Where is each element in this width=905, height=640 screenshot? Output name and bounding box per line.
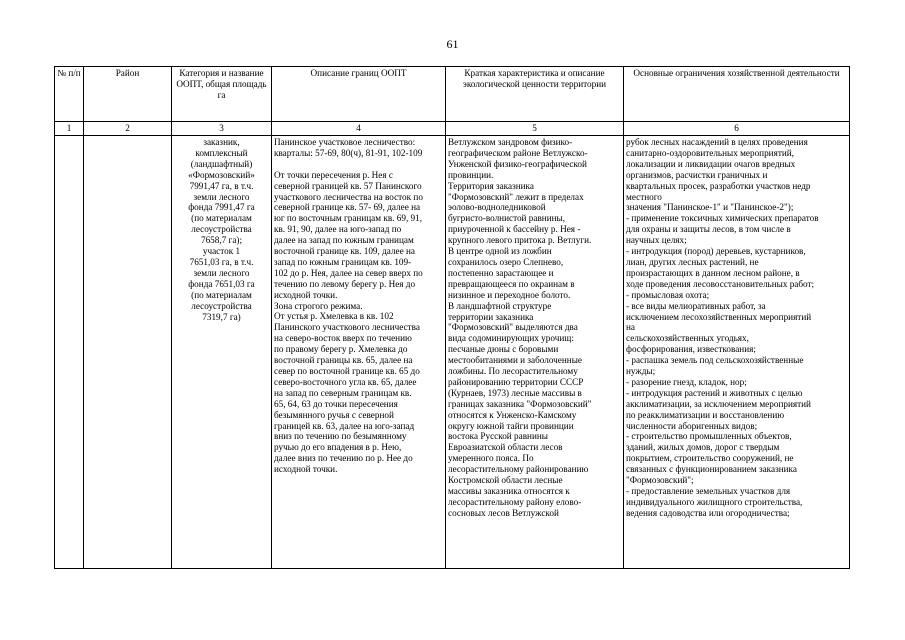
- text-line: эолово-водноледниковой: [448, 202, 546, 213]
- text-line: по правому берегу р. Хмелевка до: [274, 344, 408, 355]
- text-line: - интродукция растений и животных с целью: [626, 387, 803, 398]
- text-line: 102 до р. Нея, далее на север вверх по: [274, 267, 423, 278]
- text-line: - предоставление земельных участков для: [626, 486, 791, 496]
- text-line: комплексный: [195, 147, 248, 158]
- text-line: восточной границе кв. 109, далее на: [274, 246, 415, 257]
- text-line: - разорение гнезд, кладок, нор;: [626, 376, 747, 387]
- text-line: зданий, жилых домов, дорог с твердым: [626, 442, 780, 453]
- text-line: местообитаниями и заболоченные: [448, 355, 582, 366]
- text-line: безымянного ручья с северной: [274, 409, 394, 420]
- text-line: научных целях;: [626, 235, 687, 246]
- text-line: (по материалам: [191, 289, 252, 300]
- text-line: на: [626, 322, 635, 333]
- text-line: "Формозовский" выделяются два: [448, 322, 578, 333]
- text-line: Панинское участковое лесничество:: [274, 137, 416, 147]
- text-line: низинное и переходное болото.: [448, 289, 571, 300]
- text-line: "Формозовский" лежит в пределах: [448, 191, 584, 202]
- text-line: лесорастительному району елово-: [448, 496, 582, 507]
- text-line: исключением лесохозяйственных мероприятий: [626, 311, 812, 322]
- text-line: квартальных просек, разработки участков недр: [626, 180, 811, 191]
- text-line: на запад по северным границам кв.: [274, 387, 412, 398]
- text-line: ходе проведения лесовосстановительных работ;: [626, 278, 815, 289]
- text-line: - применение токсичных химических препаратов: [626, 213, 819, 224]
- text-line: численности аборигенных видов;: [626, 420, 758, 431]
- header-district: Район: [84, 67, 172, 122]
- boundary-lines: [274, 137, 443, 475]
- header-ecology: Краткая характеристика и описание экологической ценности территории: [446, 67, 624, 122]
- text-line: постепенно зарастающее и: [448, 267, 554, 278]
- column-number: 4: [272, 122, 446, 136]
- text-line: В центре одной из ложбин: [448, 246, 552, 257]
- text-line: далее вниз по течению по р. Нее до: [274, 453, 413, 464]
- text-line: нужды;: [626, 366, 656, 377]
- text-line: - интродукция (пород) деревьев, кустарников,: [626, 246, 806, 257]
- ecology-lines: [448, 137, 621, 519]
- text-line: индивидуального жилищного строительства,: [626, 496, 803, 507]
- column-number: 3: [172, 122, 272, 136]
- text-line: 7991,47 га, в т.ч.: [189, 180, 254, 191]
- text-line: исходной точки.: [274, 464, 338, 475]
- text-line: массивы заказника относятся к: [448, 486, 570, 496]
- text-line: кварталы: 57-69, 80(ч), 81-91, 102-109: [274, 147, 423, 158]
- text-line: Зона строгого режима.: [274, 300, 363, 311]
- header-category: Категория и название ООПТ, общая площадь га: [172, 67, 272, 122]
- text-line: далее на запад по южным границам: [274, 235, 414, 246]
- text-line: организмов, расчистки граничных и: [626, 169, 768, 180]
- text-line: [274, 159, 443, 170]
- text-line: бугристо-волнистой равнины,: [448, 213, 565, 224]
- text-line: фонда 7651,03 га: [188, 278, 255, 289]
- text-line: заказник,: [203, 137, 240, 147]
- text-line: (по материалам: [191, 213, 252, 224]
- text-line: крупного левого притока р. Ветлуги.: [448, 235, 592, 246]
- text-line: санитарно-оздоровительных мероприятий,: [626, 147, 794, 158]
- text-line: Евроазиатской области лесов: [448, 442, 563, 453]
- text-line: запад по южным границам кв. 109-: [274, 256, 412, 267]
- text-line: Унженской физико-географической: [448, 158, 587, 169]
- text-line: - строительство промышленных объектов,: [626, 431, 792, 442]
- text-line: округу южной тайги провинции: [448, 420, 574, 431]
- header-boundaries: Описание границ ООПТ: [272, 67, 446, 122]
- text-line: сосновых лесов Ветлужской: [448, 507, 559, 518]
- cell-boundaries: [272, 136, 446, 569]
- text-line: районированию территории СССР: [448, 376, 584, 387]
- text-line: значения "Панинское-1" и "Панинское-2");: [626, 202, 794, 213]
- text-line: северо-восточного угла кв. 65, далее: [274, 376, 417, 387]
- text-line: относятся к Унженско-Камскому: [448, 409, 577, 420]
- column-number: 5: [446, 122, 624, 136]
- text-line: рубок лесных насаждений в целях проведения: [626, 137, 808, 147]
- text-line: сельскохозяйственных угодьях,: [626, 333, 749, 344]
- header-row: [55, 67, 850, 122]
- cell-district: [84, 136, 172, 569]
- text-line: земли лесного: [193, 267, 250, 278]
- text-line: востока Русской равнины: [448, 431, 548, 442]
- text-line: течению по левому берегу р. Нея до: [274, 278, 416, 289]
- text-line: умеренного пояса. По: [448, 453, 534, 464]
- text-line: лиан, других лесных растений, не: [626, 256, 759, 267]
- text-line: территории заказника: [448, 311, 534, 322]
- text-line: акклиматизации, за исключением мероприятий: [626, 398, 811, 409]
- text-line: фосфорирования, известкования;: [626, 344, 756, 355]
- text-line: Территория заказника: [448, 180, 534, 191]
- text-line: 7658,7 га);: [200, 235, 243, 246]
- text-line: От точки пересечения р. Нея с: [274, 169, 393, 180]
- text-line: границей кв. 63, далее на юго-запад: [274, 420, 415, 431]
- text-line: приуроченной к бассейну р. Нея -: [448, 224, 581, 235]
- text-line: местного: [626, 191, 662, 202]
- text-line: лесоустройства: [191, 224, 252, 235]
- text-line: северной границей кв. 57 Панинского: [274, 180, 422, 191]
- cell-restrictions: [624, 136, 850, 569]
- text-line: лесоустройства: [191, 300, 252, 311]
- text-line: Панинского участкового лесничества: [274, 322, 420, 333]
- text-line: локализации и ликвидации очагов вредных: [626, 158, 796, 169]
- text-line: Ветлужском зандровом физико-: [448, 137, 573, 147]
- restriction-lines: [626, 137, 847, 519]
- table-row: [55, 136, 850, 569]
- text-line: (Курнаев, 1973) лесные массивы в: [448, 387, 582, 398]
- text-line: участкового лесничества на восток по: [274, 191, 423, 202]
- text-line: произрастающих в данном лесном районе, в: [626, 267, 800, 278]
- text-line: на северо-восток вверх по течению: [274, 333, 412, 344]
- text-line: участок 1: [202, 246, 241, 257]
- text-line: юг по восточным границам кв. 69, 91,: [274, 213, 423, 224]
- text-line: восточной границы кв. 65, далее на: [274, 355, 413, 366]
- text-line: исходной точки.: [274, 289, 338, 300]
- text-line: 7319,7 га): [202, 311, 241, 322]
- text-line: кв. 91, 90, далее на юго-запад по: [274, 224, 402, 235]
- text-line: лесорастительному районированию: [448, 464, 589, 475]
- column-number: 2: [84, 122, 172, 136]
- text-line: земли лесного: [193, 191, 250, 202]
- header-restrictions: Основные ограничения хозяйственной деятельности: [624, 67, 850, 122]
- text-line: север по восточной границе кв. 65 до: [274, 366, 420, 377]
- text-line: провинции.: [448, 169, 494, 180]
- text-line: - распашка земель под сельскохозяйственные: [626, 355, 804, 366]
- text-line: ведения садоводства или огородничества;: [626, 507, 790, 518]
- text-line: "Формозовский";: [626, 475, 694, 486]
- text-line: северной границе кв. 57- 69, далее на: [274, 202, 421, 213]
- text-line: связанных с функционированием заказника: [626, 464, 797, 475]
- text-line: географическом районе Ветлужско-: [448, 147, 588, 158]
- column-number: 1: [55, 122, 84, 136]
- text-line: (ландшафтный): [190, 158, 253, 169]
- text-line: ручью до его впадения в р. Нею,: [274, 442, 402, 453]
- column-number-row: [55, 122, 850, 136]
- text-line: вида содоминирующих урочищ:: [448, 333, 574, 344]
- text-line: песчаные дюны с боровыми: [448, 344, 559, 355]
- header-number: № п/п: [55, 67, 84, 122]
- category-lines: [174, 137, 269, 322]
- cell-ecology: [446, 136, 624, 569]
- text-line: ложбины. По лесорастительному: [448, 366, 578, 377]
- column-number: 6: [624, 122, 850, 136]
- text-line: 7651,03 га, в т.ч.: [189, 256, 254, 267]
- text-line: От устья р. Хмелевка в кв. 102: [274, 311, 394, 322]
- text-line: - промысловая охота;: [626, 289, 710, 300]
- text-line: фонда 7991,47 га: [188, 202, 255, 213]
- text-line: покрытием, строительство сооружений, не: [626, 453, 794, 464]
- text-line: В ландшафтной структуре: [448, 300, 552, 311]
- text-line: сохранилось озеро Слепнево,: [448, 256, 564, 267]
- text-line: Костромской области лесные: [448, 475, 563, 486]
- text-line: вниз по течению по безымянному: [274, 431, 407, 442]
- page-number: 61: [446, 37, 459, 51]
- text-line: границах заказника "Формозовский": [448, 398, 592, 409]
- protected-areas-table: [54, 66, 850, 569]
- text-line: превращающееся по окраинам в: [448, 278, 575, 289]
- cell-category: [172, 136, 272, 569]
- text-line: по реакклиматизации и восстановлению: [626, 409, 785, 420]
- text-line: «Формозовский»: [188, 169, 255, 180]
- text-line: для охраны и защиты лесов, в том числе в: [626, 224, 791, 235]
- text-line: 65, 64, 63 до точки пересечения: [274, 398, 398, 409]
- cell-number: [55, 136, 84, 569]
- text-line: - все виды мелиоративных работ, за: [626, 300, 766, 311]
